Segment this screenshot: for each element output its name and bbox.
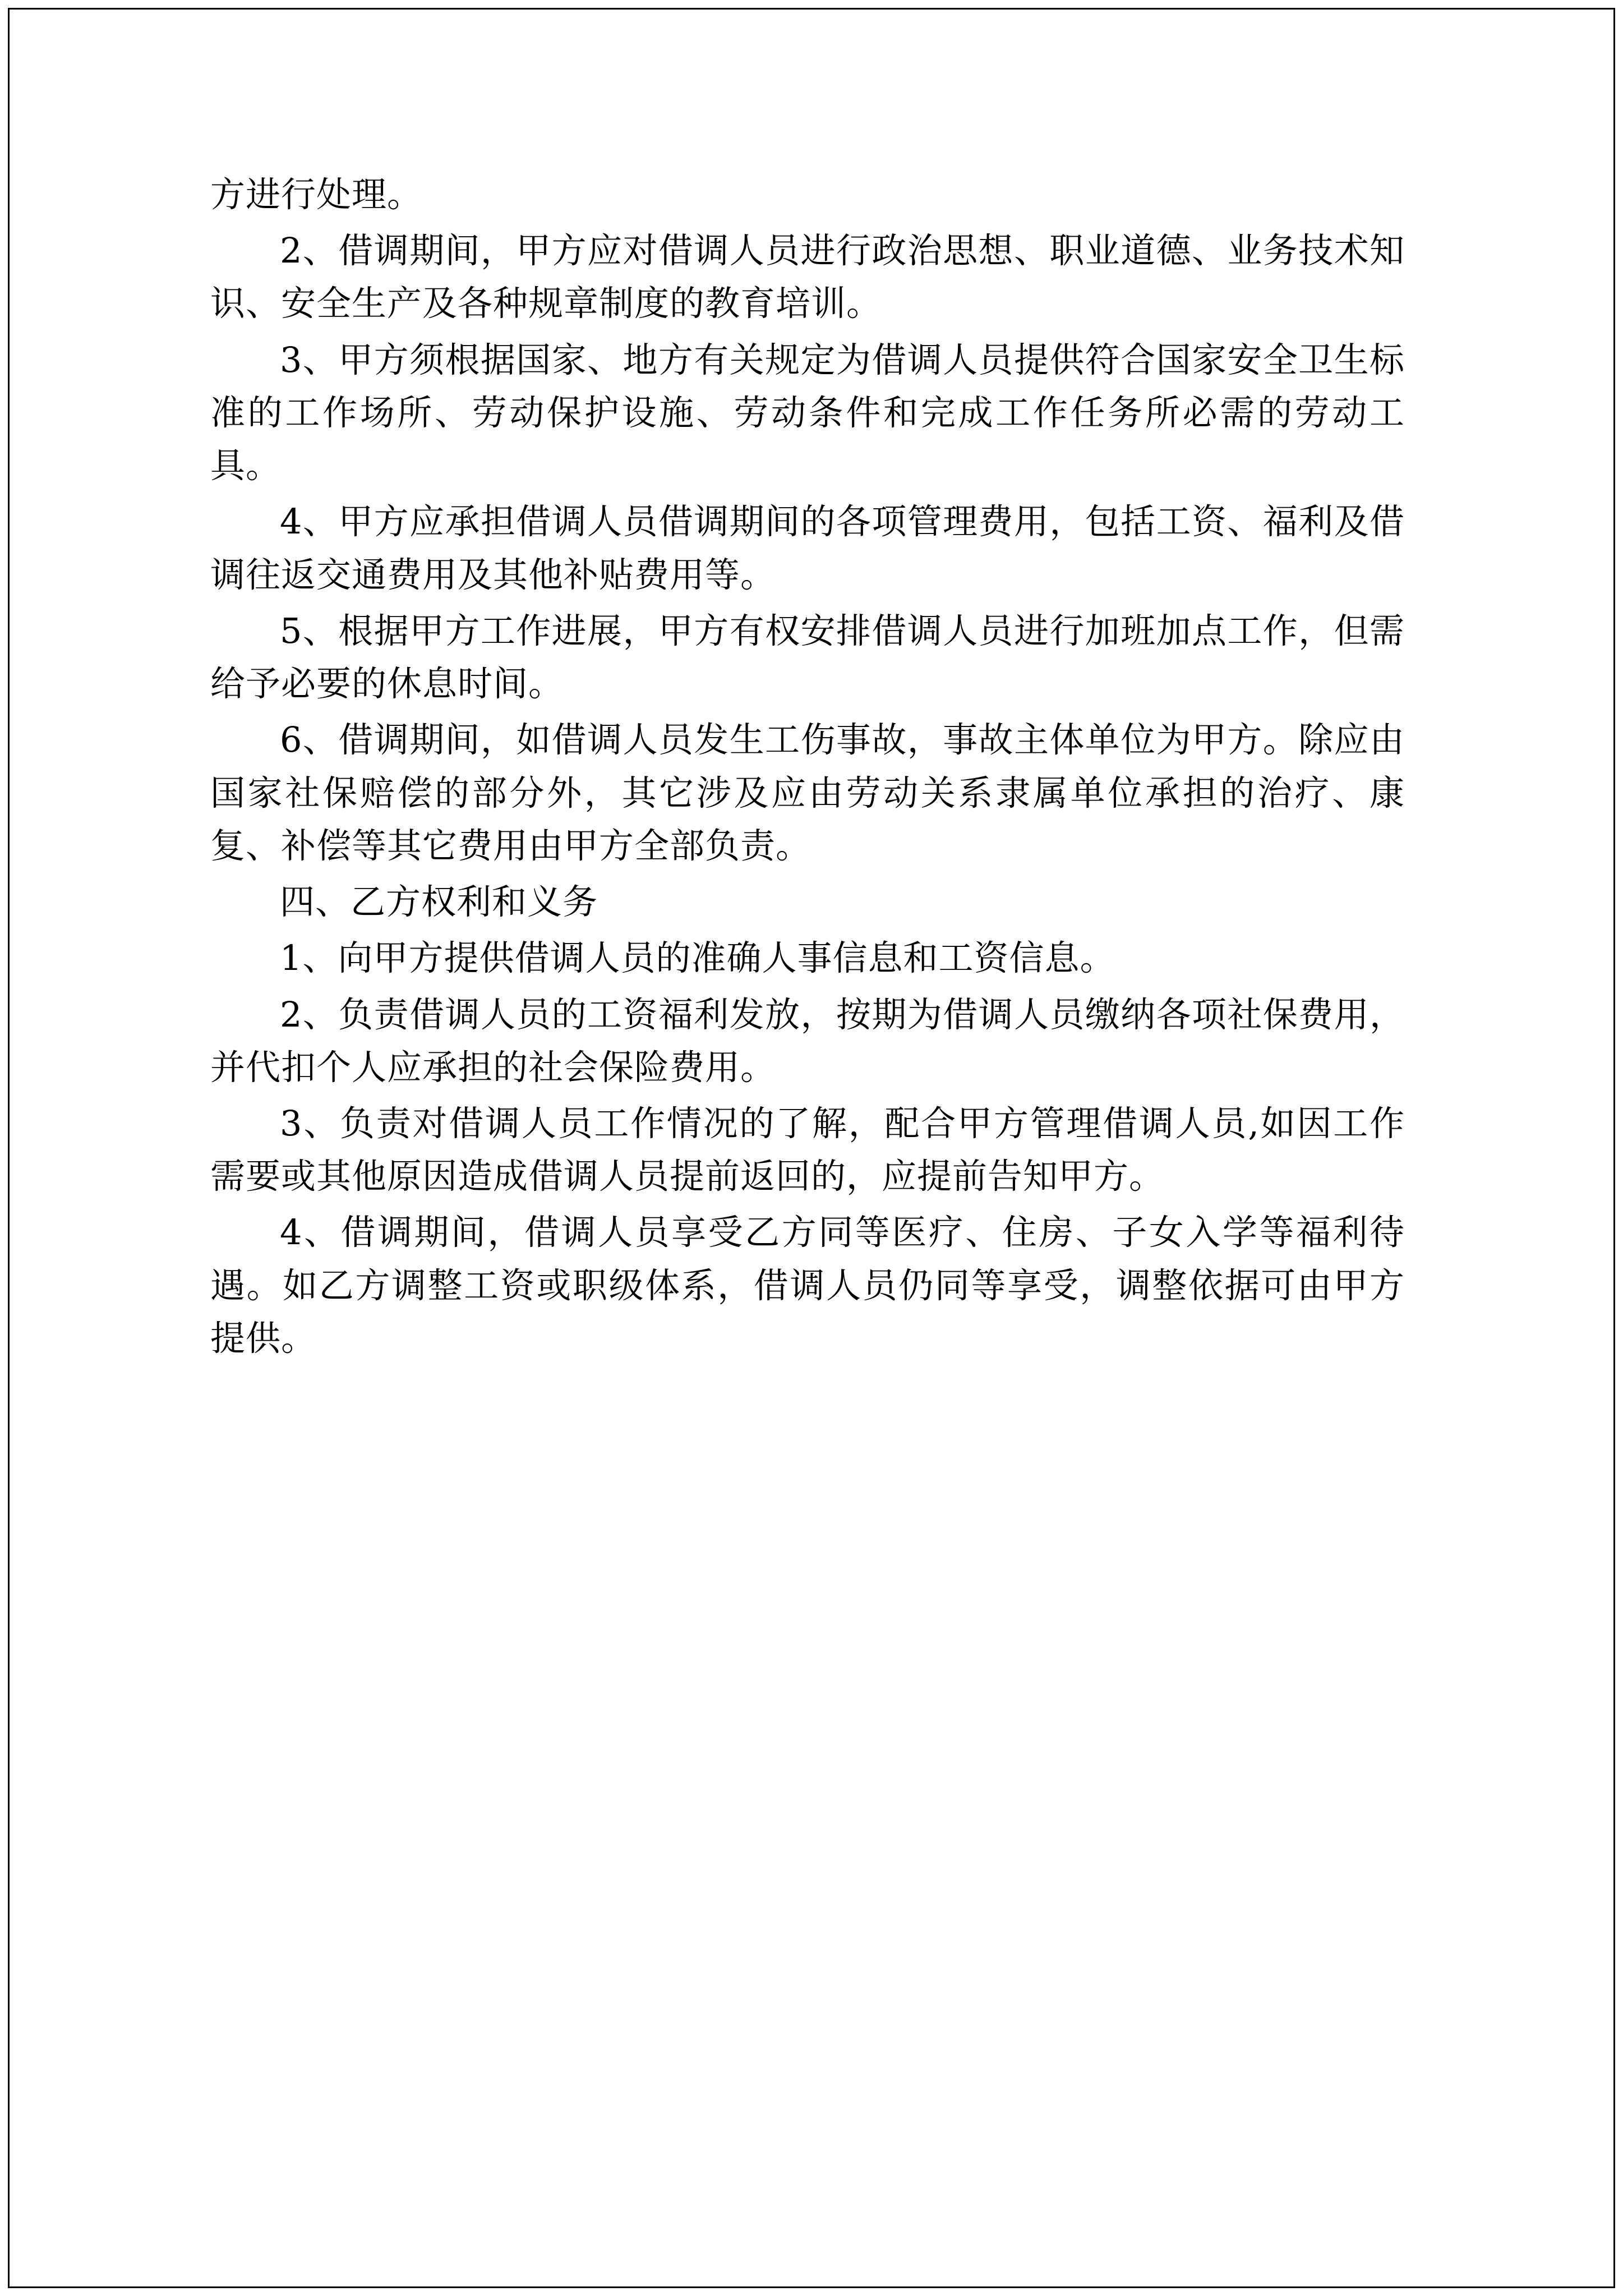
paragraph: 1、向甲方提供借调人员的准确人事信息和工资信息。 bbox=[280, 937, 1115, 979]
paragraph: 方进行处理。 bbox=[210, 174, 423, 215]
section-heading: 四、乙方权利和义务 bbox=[280, 881, 598, 923]
paragraph: 4、借调期间，借调人员享受乙方同等医疗、住房、子女入学等福利待遇。如乙方调整工资或职级体系，借调人员仍同等享受，调整依据可由甲方提供。 bbox=[210, 1212, 1405, 1359]
paragraph: 3、甲方须根据国家、地方有关规定为借调人员提供符合国家安全卫生标准的工作场所、劳动保护设施、劳动条件和完成工作任务所必需的劳动工具。 bbox=[210, 339, 1405, 486]
paragraph: 4、甲方应承担借调人员借调期间的各项管理费用，包括工资、福利及借调往返交通费用及其他补贴费用等。 bbox=[210, 501, 1405, 595]
paragraph: 2、借调期间，甲方应对借调人员进行政治思想、职业道德、业务技术知识、安全生产及各种规章制度的教育培训。 bbox=[210, 230, 1405, 324]
document-body bbox=[210, 168, 1405, 1368]
paragraph: 6、借调期间，如借调人员发生工伤事故，事故主体单位为甲方。除应由国家社保赔偿的部分外，其它涉及应由劳动关系隶属单位承担的治疗、康复、补偿等其它费用由甲方全部负责。 bbox=[210, 719, 1405, 866]
paragraph: 3、负责对借调人员工作情况的了解，配合甲方管理借调人员,如因工作需要或其他原因造成借调人员提前返回的，应提前告知甲方。 bbox=[210, 1102, 1405, 1197]
paragraph: 2、负责借调人员的工资福利发放，按期为借调人员缴纳各项社保费用，并代扣个人应承担的社会保险费用。 bbox=[210, 993, 1405, 1088]
paragraph: 5、根据甲方工作进展，甲方有权安排借调人员进行加班加点工作，但需给予必要的休息时间。 bbox=[210, 610, 1405, 705]
